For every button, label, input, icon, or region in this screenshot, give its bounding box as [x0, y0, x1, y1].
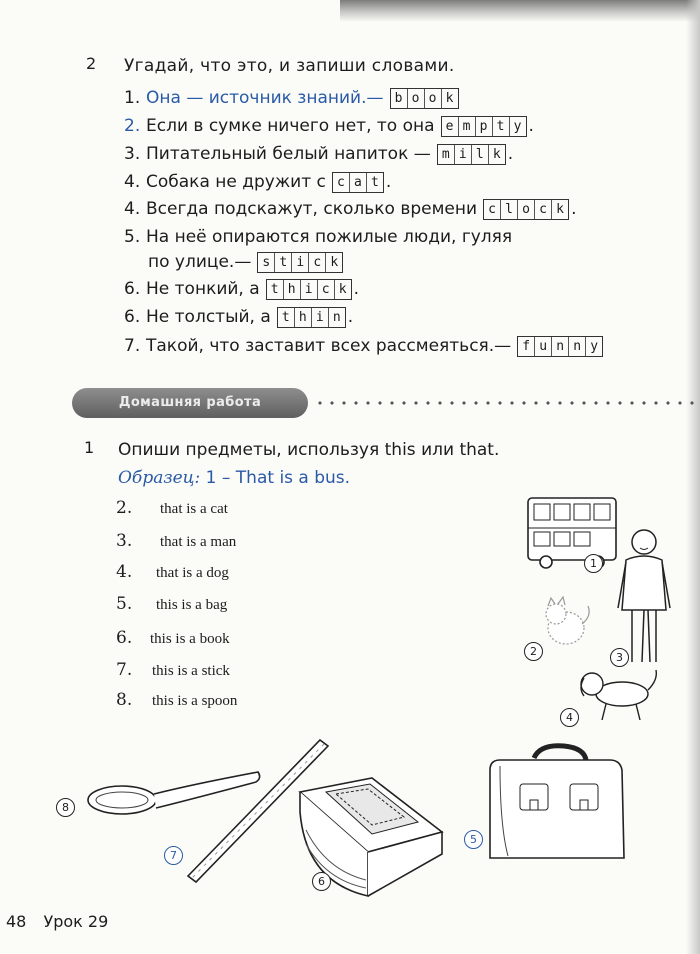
picture-number-label: 4: [560, 708, 579, 727]
letter-cell: e: [442, 117, 459, 136]
letter-cell: k: [338, 281, 347, 297]
answer-line: [116, 594, 227, 614]
answer-text: that is a man: [160, 534, 237, 550]
homework-title-text: Опиши предметы, используя: [118, 440, 380, 460]
letter-cell: b: [391, 89, 408, 108]
bag-picture: [480, 740, 626, 868]
word-or: или: [421, 440, 455, 460]
item-text: Не тонкий, а: [146, 279, 260, 299]
item-number: 5.: [124, 227, 141, 247]
letter-boxes: [332, 172, 384, 193]
letter-cell: n: [552, 337, 569, 356]
letter-cell: y: [513, 118, 522, 134]
letter-cell: f: [518, 337, 535, 356]
letter-cell: a: [350, 173, 367, 192]
letter-cell: i: [312, 308, 329, 327]
item-number: 3.: [124, 144, 141, 164]
picture-number-label: 2: [524, 642, 543, 661]
exercise-item: [124, 114, 534, 138]
answer-number: 5.: [116, 594, 133, 614]
letter-boxes: [257, 252, 343, 273]
letter-boxes: [266, 279, 352, 300]
picture-number-label: 3: [610, 648, 629, 667]
letter-cell: o: [425, 89, 442, 108]
answer-number: 6.: [116, 628, 133, 648]
item-number: 7.: [124, 336, 141, 356]
homework-number: 1: [84, 438, 95, 457]
item-end: .: [528, 116, 534, 136]
letter-boxes: [277, 307, 346, 328]
item-text: На неё опираются пожилые люди, гуляя: [146, 227, 513, 247]
answer-text: this is a bag: [156, 597, 228, 613]
page-footer: [6, 912, 120, 931]
answer-text: this is a spoon: [152, 693, 238, 709]
cat-picture: [538, 594, 594, 650]
page-number: 48: [6, 912, 27, 931]
letter-boxes: [517, 336, 603, 357]
item-text: Собака не дружит с: [146, 172, 326, 192]
letter-cell: c: [535, 200, 552, 219]
letter-cell: t: [493, 117, 510, 136]
item-end: .: [571, 199, 577, 219]
item-text: Если в сумке ничего нет, то она: [146, 116, 435, 136]
letter-cell: s: [258, 253, 275, 272]
item-end: .: [347, 307, 354, 327]
letter-cell: m: [459, 117, 476, 136]
item-text: Всегда подскажут, сколько времени: [146, 199, 478, 219]
answer-number: 2.: [116, 498, 133, 518]
exercise-item: [124, 334, 603, 358]
answer-text: that is a cat: [160, 501, 228, 517]
exercise-title: Угадай, что это, и запиши словами.: [124, 56, 455, 76]
picture-number-label: 5: [464, 830, 483, 849]
page-edge-shadow: [686, 0, 700, 954]
word-this: this: [384, 440, 416, 460]
sample-line: [118, 468, 350, 488]
letter-cell: i: [301, 280, 318, 299]
answer-line: [116, 660, 230, 680]
letter-cell: k: [492, 146, 501, 162]
answer-line: [116, 628, 230, 648]
letter-cell: l: [501, 200, 518, 219]
letter-boxes: [441, 116, 527, 137]
sample-text: 1 – That is a bus.: [205, 468, 351, 488]
letter-boxes: [437, 144, 506, 165]
letter-cell: k: [330, 254, 339, 270]
word-that: that.: [459, 440, 500, 460]
letter-cell: n: [332, 309, 341, 325]
answer-text: that is a dog: [156, 565, 229, 581]
letter-cell: h: [295, 308, 312, 327]
exercise-item: [124, 277, 359, 301]
answer-line: [116, 690, 237, 710]
answer-text: this is a stick: [152, 663, 230, 679]
item-number: 2.: [124, 116, 141, 136]
letter-boxes: [483, 199, 569, 220]
letter-cell: i: [292, 253, 309, 272]
letter-cell: k: [556, 201, 564, 217]
answer-number: 8.: [116, 690, 133, 710]
picture-number-label: 1: [584, 554, 603, 573]
item-number: 1.: [124, 88, 141, 108]
dog-picture: [570, 664, 662, 724]
letter-cell: k: [445, 90, 454, 106]
letter-cell: p: [476, 117, 493, 136]
dotted-divider: [314, 400, 700, 406]
item-end: .: [353, 279, 360, 299]
page-fold-shadow: [340, 0, 700, 22]
answer-number: 3.: [116, 531, 133, 551]
exercise-item: [124, 225, 518, 249]
exercise-item: [124, 142, 513, 166]
letter-boxes: [390, 88, 459, 109]
answer-text: this is a book: [150, 631, 230, 647]
exercise-item: [124, 197, 576, 221]
picture-number-label: 7: [164, 846, 183, 865]
item-text: Она — источник знаний.—: [146, 88, 384, 108]
answer-line: [116, 562, 229, 582]
homework-band: Домашняя работа: [72, 388, 308, 418]
letter-cell: c: [484, 200, 501, 219]
item-text: Такой, что заставит всех рассмеяться.—: [146, 336, 512, 356]
picture-number-label: 8: [56, 798, 75, 817]
answer-line: [116, 498, 228, 518]
lesson-label: Урок 29: [43, 912, 109, 931]
item-number: 6.: [124, 307, 141, 327]
exercise-item: [124, 86, 459, 110]
letter-cell: m: [438, 145, 455, 164]
letter-cell: c: [333, 173, 350, 192]
answer-number: 4.: [116, 562, 133, 582]
homework-title: [118, 440, 499, 460]
letter-cell: o: [408, 89, 425, 108]
letter-cell: y: [590, 338, 599, 354]
letter-cell: t: [267, 280, 284, 299]
letter-cell: l: [472, 145, 489, 164]
answer-number: 7.: [116, 660, 133, 680]
exercise-item: [148, 250, 343, 274]
letter-cell: c: [309, 253, 326, 272]
letter-cell: i: [455, 145, 472, 164]
letter-cell: n: [569, 337, 586, 356]
item-end: .: [507, 144, 514, 164]
bus-picture: [524, 492, 626, 572]
letter-cell: c: [318, 280, 335, 299]
exercise-number: 2: [86, 54, 97, 73]
item-end: .: [385, 172, 392, 192]
letter-cell: h: [284, 280, 301, 299]
letter-cell: o: [518, 200, 535, 219]
item-text: Не толстый, а: [146, 307, 271, 327]
letter-cell: t: [370, 174, 379, 190]
answer-line: [116, 531, 236, 551]
item-text: по улице.—: [148, 252, 252, 272]
item-number: 6.: [124, 279, 141, 299]
sample-label: Образец:: [118, 468, 201, 488]
item-number: 4.: [124, 199, 141, 219]
letter-cell: t: [275, 253, 292, 272]
exercise-item: [124, 170, 391, 194]
item-number: 4.: [124, 172, 141, 192]
exercise-item: [124, 305, 353, 329]
letter-cell: u: [535, 337, 552, 356]
picture-number-label: 6: [312, 872, 331, 891]
letter-cell: t: [278, 308, 295, 327]
item-text: Питательный белый напиток —: [146, 144, 431, 164]
